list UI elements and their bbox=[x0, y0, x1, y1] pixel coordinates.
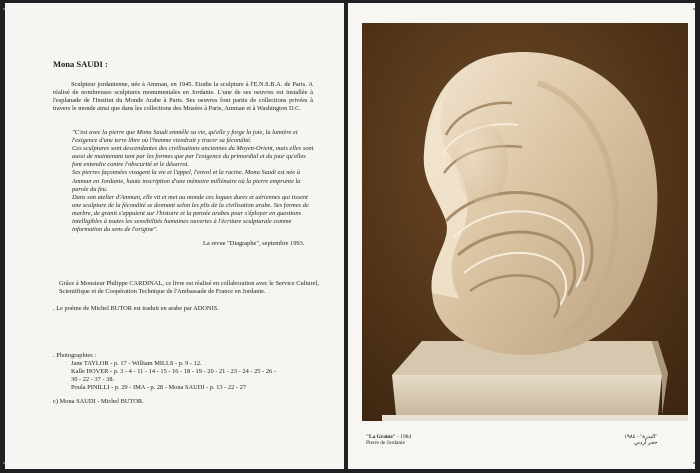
staple-mark bbox=[3, 8, 5, 10]
acknowledgements: Grâce à Monsieur Philippe CARDINAL, ce livre est réalisé en collaboration avec le Service Culturel, Scientifique et de Coopération Technique de l'Ambassade de France en Jordanie. bbox=[59, 280, 319, 296]
photographs-heading: . Photographies : bbox=[53, 352, 97, 359]
photo-credits bbox=[71, 360, 311, 392]
quote-source: La revue "Diagraphe", septembre 1993. bbox=[203, 240, 305, 247]
copyright-line: c) Mona SAUDI - Michel BUTOR. bbox=[53, 398, 144, 405]
credit-line: Jane TAYLOR - p. 17 - William MILLS - p. 9 - 12. bbox=[71, 360, 202, 367]
sculpture-photo bbox=[362, 23, 688, 421]
quote-paragraph: Ces sculptures sont descendantes des civilisations anciennes du Moyen-Orient, mais elles sont aussi de maintenant tant par les formes que par l'exigence du primordial et du jour qu'elles font entendre contre l'obscurité et le désarroi. bbox=[72, 145, 314, 169]
staple-mark bbox=[693, 462, 695, 464]
critic-quote bbox=[72, 129, 315, 234]
staple-mark bbox=[3, 462, 5, 464]
caption-arabic-material: حجر أردني bbox=[633, 440, 658, 447]
artist-biography: Sculpteur jordanienne, née à Amman, en 1945. Etudie la sculpture à l'E.N.S.B.A. de Paris. A réalisé de nombreuses sculptures monumentales en Jordanie. L'une de ses oeuvres est installée à l'esplanade de l'Institut du Monde Arabe à Paris. Ses oeuvres font partie de collections privées à travers le monde ainsi que dans les collections des Musées à Paris, Amman et à Washington D.C. bbox=[53, 81, 313, 113]
sculpture-illustration bbox=[362, 23, 688, 421]
quote-paragraph: Ses pierres façonnées visagent la vie et l'appel, l'envol et la racine. Mona Saudi est née à Amman en Jordanie, haute inscription d'une mémoire millénaire où la pierre emprunte la parole du feu. bbox=[72, 169, 301, 193]
credit-line: 30 - 22 - 37 - 38. bbox=[71, 376, 115, 384]
caption-title: "La Graine" bbox=[366, 434, 396, 440]
caption-material: Pierre de Jordanie bbox=[366, 440, 405, 447]
quote-paragraph: "C'est avec la pierre que Mona Saudi emmêle sa vie, qu'elle y forge la joie, la lumière et l'exigence d'une terre libre où l'homme viendrait y tracer sa fécondité. bbox=[72, 129, 298, 145]
quote-paragraph: Dans son atelier d'Amman, elle vit et met au monde ces logues dures et aériennes qui tissent une sculpture de la fécondité se donnant selon les plis de la civilisation arabe. Ses formes de marbre, de granit s'appuient sur l'histoire et la pensée arabes pour s'éployer en questions intelligibles à toutes les sensibilités humaines ouvertes à l'écriture sculpturale comme information du sens de l'origine". bbox=[72, 193, 309, 234]
right-page bbox=[348, 3, 695, 469]
credit-line: Kalle HOVER - p. 3 - 4 - 11 - 14 - 15 - 16 - 18 - 19 - 20 - 21 - 23 - 24 - 25 - 26 - bbox=[71, 368, 276, 376]
caption-french bbox=[366, 434, 411, 447]
left-page bbox=[5, 3, 344, 469]
poem-translation-note: . Le poème de Michel BUTOR est traduit en arabe par ADONIS. bbox=[53, 305, 219, 312]
caption-arabic bbox=[624, 434, 658, 447]
caption-year: - 1984 bbox=[397, 434, 412, 440]
credit-line: Poula PINILLI - p. 29 - IMA - p. 28 - Mona SAUDI - p. 13 - 22 - 27 bbox=[71, 384, 247, 392]
caption-arabic-title: "البذرة" - ١٩٨٤ bbox=[624, 434, 658, 440]
artist-heading: Mona SAUDI : bbox=[53, 59, 108, 69]
staple-mark bbox=[693, 8, 695, 10]
